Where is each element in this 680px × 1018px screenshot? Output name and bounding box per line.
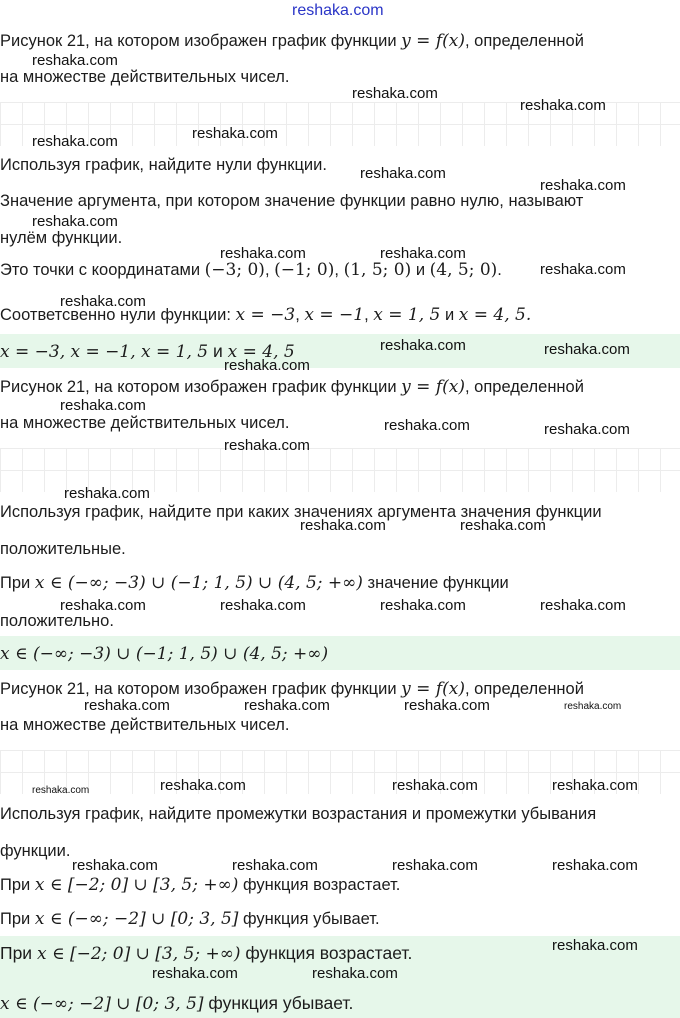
answer: x ∈ (−∞; −3) ∪ (−1; 1, 5) ∪ (4, 5; +∞) (0, 644, 329, 664)
watermark: reshaka.com (360, 165, 446, 182)
watermark: reshaka.com (380, 245, 466, 262)
watermark: reshaka.com (312, 965, 398, 982)
watermark: reshaka.com (160, 777, 246, 794)
watermark: reshaka.com (232, 857, 318, 874)
watermark: reshaka.com (520, 97, 606, 114)
watermark: reshaka.com (392, 857, 478, 874)
question-line2: положительные. (0, 540, 126, 558)
watermark: reshaka.com (244, 697, 330, 714)
watermark: reshaka.com (544, 341, 630, 358)
question: Используя график, найдите промежутки возрастания и промежутки убывания (0, 805, 597, 823)
answer: x = −3, x = −1, x = 1, 5 и x = 4, 5 (0, 341, 295, 362)
answer-box (0, 636, 680, 670)
watermark: reshaka.com (72, 857, 158, 874)
question: Используя график, найдите при каких значениях аргумента значения функции (0, 503, 602, 521)
watermark: reshaka.com (540, 261, 626, 278)
watermark: reshaka.com (32, 52, 118, 69)
watermark: reshaka.com (64, 485, 150, 502)
watermark: reshaka.com (352, 85, 438, 102)
watermark: reshaka.com (404, 697, 490, 714)
watermark: reshaka.com (540, 597, 626, 614)
watermark: reshaka.com (552, 937, 638, 954)
task-statement-line2: на множестве действительных чисел. (0, 716, 290, 734)
watermark: reshaka.com (552, 777, 638, 794)
watermark: reshaka.com (460, 517, 546, 534)
watermark: reshaka.com (380, 337, 466, 354)
watermark: reshaka.com (220, 245, 306, 262)
question-line2: функции. (0, 842, 71, 860)
answer: При x ∈ [−2; 0] ∪ [3, 5; +∞) функция возрастает. (0, 943, 413, 964)
paragraph: При x ∈ (−∞; −2] ∪ [0; 3, 5] функция убывает. (0, 909, 380, 929)
watermark: reshaka.com (32, 785, 90, 796)
watermark: reshaka.com (540, 177, 626, 194)
watermark: reshaka.com (392, 777, 478, 794)
paragraph: Значение аргумента, при котором значение функции равно нулю, называют (0, 192, 584, 210)
watermark: reshaka.com (380, 597, 466, 614)
watermark: reshaka.com (224, 357, 310, 374)
watermark: reshaka.com (544, 421, 630, 438)
watermark: reshaka.com (84, 697, 170, 714)
watermark: reshaka.com (300, 517, 386, 534)
paragraph: нулём функции. (0, 229, 123, 247)
paragraph: При x ∈ (−∞; −3) ∪ (−1; 1, 5) ∪ (4, 5; +∞) значение функции (0, 573, 509, 593)
site-watermark: reshaka.com (292, 2, 384, 19)
answer: x ∈ (−∞; −2] ∪ [0; 3, 5] функция убывает. (0, 993, 354, 1014)
watermark: reshaka.com (192, 125, 278, 142)
watermark: reshaka.com (564, 701, 622, 712)
watermark: reshaka.com (32, 133, 118, 150)
paragraph: Это точки с координатами (−3; 0), (−1; 0), (1, 5; 0) и (4, 5; 0). (0, 260, 502, 280)
paragraph: положительно. (0, 612, 114, 630)
watermark: reshaka.com (60, 293, 146, 310)
task-statement: Рисунок 21, на котором изображен график функции y = f(x), определенной (0, 377, 584, 397)
paragraph: Соответсвенно нули функции: x = −3, x = −1, x = 1, 5 и x = 4, 5. (0, 305, 532, 325)
watermark: reshaka.com (224, 437, 310, 454)
watermark: reshaka.com (60, 397, 146, 414)
watermark: reshaka.com (552, 857, 638, 874)
task-statement: Рисунок 21, на котором изображен график функции y = f(x), определенной (0, 31, 584, 51)
paragraph: При x ∈ [−2; 0] ∪ [3, 5; +∞) функция возрастает. (0, 875, 401, 895)
watermark: reshaka.com (384, 417, 470, 434)
watermark: reshaka.com (32, 213, 118, 230)
task-statement-line2: на множестве действительных чисел. (0, 68, 290, 86)
watermark: reshaka.com (60, 597, 146, 614)
watermark: reshaka.com (220, 597, 306, 614)
task-statement-line2: на множестве действительных чисел. (0, 414, 290, 432)
question: Используя график, найдите нули функции. (0, 156, 327, 174)
watermark: reshaka.com (152, 965, 238, 982)
task-statement: Рисунок 21, на котором изображен график функции y = f(x), определенной (0, 679, 584, 699)
